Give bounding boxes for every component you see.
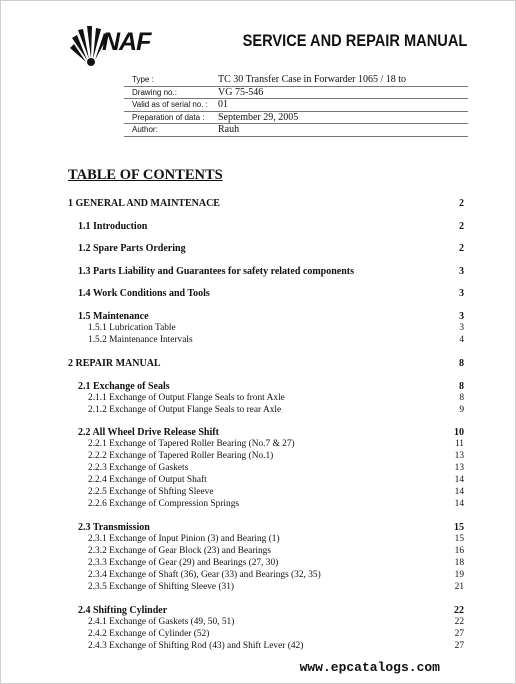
toc-entry[interactable]	[68, 451, 464, 461]
document-metadata	[124, 74, 468, 137]
toc-entry-page: 14	[454, 475, 464, 485]
toc-entry[interactable]	[68, 522, 464, 533]
toc-entry-title: 2.3.5 Exchange of Shifting Sleeve (31)	[88, 582, 235, 592]
meta-row-preparation	[124, 112, 468, 125]
toc-entry-title: 1 GENERAL AND MAINTENACE	[68, 198, 220, 209]
toc-entry-title: 2.2.5 Exchange of Shfting Sleeve	[88, 487, 214, 497]
toc-entry-title: 2.3.3 Exchange of Gear (29) and Bearings (27, 30)	[88, 558, 279, 568]
toc-entry[interactable]	[68, 499, 464, 509]
toc-entry[interactable]	[68, 605, 464, 616]
toc-entry-page: 9	[459, 405, 464, 415]
meta-label: Author:	[132, 125, 158, 135]
toc-entry[interactable]	[68, 582, 464, 592]
toc-entry-page: 16	[454, 546, 464, 556]
toc-entry[interactable]	[68, 198, 464, 209]
toc-entry-title: 1.5.1 Lubrication Table	[88, 323, 176, 333]
toc-entry-page: 2	[459, 221, 464, 232]
toc-entry-page: 14	[454, 499, 464, 509]
toc-entry-page: 22	[454, 617, 464, 627]
meta-row-author	[124, 124, 468, 137]
document-title: SERVICE AND REPAIR MANUAL	[242, 31, 467, 50]
toc-entry-page: 27	[454, 641, 464, 651]
toc-entry[interactable]	[68, 311, 464, 322]
meta-value: VG 75-546	[218, 86, 264, 98]
toc-entry-title: 1.2 Spare Parts Ordering	[78, 243, 186, 254]
toc-entry[interactable]	[68, 221, 464, 232]
toc-entry-title: 2.3.1 Exchange of Input Pinion (3) and Bearing (1)	[88, 534, 280, 544]
toc-entry[interactable]	[68, 358, 464, 369]
toc-entry-page: 14	[454, 487, 464, 497]
toc-entry-page: 3	[459, 288, 464, 299]
toc-entry-page: 8	[459, 393, 464, 403]
toc-entry[interactable]	[68, 427, 464, 438]
toc-entry-title: 1.3 Parts Liability and Guarantees for safety related components	[78, 266, 355, 277]
toc-entry[interactable]	[68, 288, 464, 299]
toc-entry[interactable]	[68, 323, 464, 333]
toc-entry[interactable]	[68, 629, 464, 639]
toc-entry-title: 2.4.1 Exchange of Gaskets (49, 50, 51)	[88, 617, 235, 627]
toc-entry[interactable]	[68, 487, 464, 497]
toc-entry[interactable]	[68, 381, 464, 392]
toc-entry-page: 4	[459, 335, 464, 345]
toc-entry-page: 11	[454, 439, 464, 449]
meta-row-serial	[124, 99, 468, 112]
toc-entry[interactable]	[68, 439, 464, 449]
toc-entry-title: 2.3.2 Exchange of Gear Block (23) and Bearings	[88, 546, 272, 556]
meta-value: Rauh	[218, 124, 240, 136]
toc-entry-title: 2.2.2 Exchange of Tapered Roller Bearing (No.1)	[88, 451, 274, 461]
toc-entry-page: 13	[454, 463, 464, 473]
toc-entry-title: 2.1.2 Exchange of Output Flange Seals to rear Axle	[88, 405, 282, 415]
toc-entry-title: 2.1 Exchange of Seals	[78, 381, 170, 392]
toc-entry-title: 2.2.1 Exchange of Tapered Roller Bearing (No.7 & 27)	[88, 439, 295, 449]
toc-entry-page: 27	[454, 629, 464, 639]
toc-entry-title: 2.3.4 Exchange of Shaft (36), Gear (33) and Bearings (32, 35)	[88, 570, 321, 580]
toc-entry[interactable]	[68, 266, 464, 277]
toc-entry[interactable]	[68, 641, 464, 651]
toc-entry-page: 8	[459, 358, 464, 369]
toc-entry-page: 18	[454, 558, 464, 568]
toc-heading: TABLE OF CONTENTS	[68, 167, 223, 183]
toc-entry-title: 2.1.1 Exchange of Output Flange Seals to front Axle	[88, 393, 285, 403]
watermark-url: www.epcatalogs.com	[299, 660, 440, 675]
toc-entry-title: 2.2.4 Exchange of Output Shaft	[88, 475, 207, 485]
toc-entry[interactable]	[68, 243, 464, 254]
meta-label: Drawing no.:	[132, 87, 177, 97]
toc-entry-page: 2	[459, 198, 464, 209]
meta-label: Type :	[132, 75, 154, 84]
toc-entry-title: 2.2.3 Exchange of Gaskets	[88, 463, 189, 473]
toc-entry-page: 22	[454, 605, 464, 616]
toc-entry-page: 3	[459, 323, 464, 333]
toc-entry-page: 2	[459, 243, 464, 254]
toc-entry-title: 2.2 All Wheel Drive Release Shift	[78, 427, 219, 438]
meta-row-type	[124, 74, 468, 87]
meta-label: Valid as of serial no. :	[132, 100, 208, 110]
meta-value: 01	[218, 99, 228, 111]
toc-entry-title: 1.4 Work Conditions and Tools	[78, 288, 210, 299]
toc-entry-title: 1.5 Maintenance	[78, 311, 149, 322]
toc-entry-title: 1.5.2 Maintenance Intervals	[88, 335, 193, 345]
toc-entry-page: 3	[459, 266, 464, 277]
toc-entry-page: 21	[454, 582, 464, 592]
toc-entry[interactable]	[68, 546, 464, 556]
toc-entry[interactable]	[68, 393, 464, 403]
toc-entry-page: 15	[454, 522, 464, 533]
toc-entry-page: 19	[454, 570, 464, 580]
toc-entry-title: 2.2.6 Exchange of Compression Springs	[88, 499, 240, 509]
toc-entry[interactable]	[68, 570, 464, 580]
toc-entry-title: 1.1 Introduction	[78, 221, 148, 232]
toc-entry-title: 2.3 Transmission	[78, 522, 150, 533]
toc-entry-title: 2 REPAIR MANUAL	[68, 358, 161, 369]
toc-entry[interactable]	[68, 558, 464, 568]
toc-entry[interactable]	[68, 617, 464, 627]
meta-value: TC 30 Transfer Case in Forwarder 1065 / 18 to	[218, 74, 407, 85]
toc-entry[interactable]	[68, 405, 464, 415]
toc-entry-page: 13	[454, 451, 464, 461]
meta-row-drawing	[124, 87, 468, 100]
meta-value: September 29, 2005	[218, 111, 299, 123]
toc-entry-page: 10	[454, 427, 464, 438]
toc-entry[interactable]	[68, 475, 464, 485]
toc-entry-title: 2.4.2 Exchange of Cylinder (52)	[88, 629, 210, 639]
toc-entry-title: 2.4.3 Exchange of Shifting Rod (43) and Shift Lever (42)	[88, 641, 304, 651]
meta-label: Preparation of data :	[132, 112, 205, 122]
logo-text: NAF	[102, 28, 151, 56]
toc-entry-page: 8	[459, 381, 464, 392]
toc-entry[interactable]	[68, 534, 464, 544]
toc-entry[interactable]	[68, 335, 464, 345]
toc-entry-page: 15	[454, 534, 464, 544]
toc-entry[interactable]	[68, 463, 464, 473]
toc-entry-title: 2.4 Shifting Cylinder	[78, 605, 168, 616]
toc-entry-page: 3	[459, 311, 464, 322]
